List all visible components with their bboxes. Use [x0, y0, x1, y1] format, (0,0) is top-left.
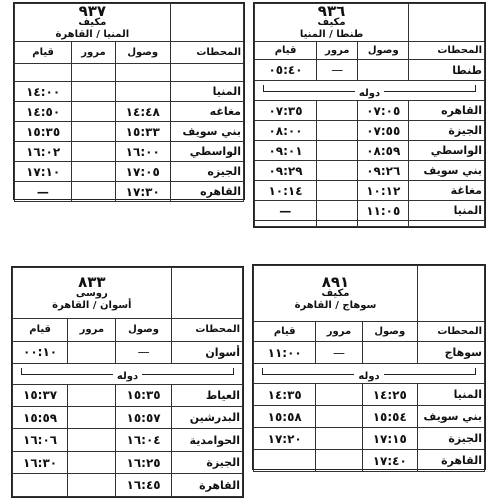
band-tick-left [21, 368, 22, 374]
band-row [13, 364, 243, 384]
train-route: المنيا / القاهرة [55, 29, 130, 40]
band-tick-right [475, 85, 476, 91]
train-route: سوهاج / القاهرة [294, 300, 377, 311]
transit-time [68, 384, 116, 406]
arrival-time: ١٥:٥٧ [116, 407, 171, 429]
departure-time: ١٤:٠٠ [15, 82, 72, 102]
band-row [255, 81, 485, 101]
table-row [254, 450, 485, 472]
train-number: ٩٣٦ [317, 3, 346, 20]
transit-time [72, 122, 116, 142]
arrival-time [358, 60, 409, 81]
train-header [13, 268, 172, 319]
table-row [13, 384, 243, 406]
band-tick-right [233, 368, 234, 374]
table-row [255, 161, 485, 181]
table-row [254, 342, 485, 364]
arrival-time: ١٥:٣٣ [115, 122, 170, 142]
table-row-empty [255, 221, 485, 227]
departure-time: ٠٠:١٠ [13, 341, 68, 363]
col-departure-header: قيام [255, 42, 317, 60]
band-label: دوله [113, 371, 142, 382]
table-row [13, 451, 243, 473]
train-type: روسى [75, 287, 108, 299]
band-cell [13, 364, 243, 384]
station-name: المنيا [409, 201, 485, 221]
arrival-time: ١٦:٤٥ [116, 474, 171, 497]
departure-time: — [255, 201, 317, 221]
station-name: الجيزة [409, 121, 485, 141]
col-station-header: المحطات [409, 42, 485, 60]
arrival-time: ١٧:٤٠ [362, 450, 417, 472]
departure-time: ١٥:٣٥ [15, 122, 72, 142]
station-name: الواسطي [170, 142, 243, 162]
table-row [255, 121, 485, 141]
table-row [15, 162, 244, 182]
timetable-grid [12, 267, 243, 497]
transit-time [317, 161, 358, 181]
departure-time: ١٥:٥٩ [13, 407, 68, 429]
transit-time [68, 474, 116, 497]
departure-time: — [15, 182, 72, 202]
table-row [254, 406, 485, 428]
timetable-936 [253, 2, 486, 228]
transit-time [316, 428, 362, 450]
table-row [13, 341, 243, 363]
header-corner-cell [417, 266, 484, 322]
col-transit-header: مرور [68, 319, 116, 341]
arrival-time: ١٧:١٥ [362, 428, 417, 450]
train-number: ٨٩١ [321, 273, 350, 291]
col-transit-header: مرور [316, 322, 362, 342]
col-transit-header: مرور [72, 42, 116, 64]
station-name: القاهرة [171, 474, 242, 497]
departure-time: ١٤:٥٠ [15, 102, 72, 122]
band-tick-right [475, 368, 476, 374]
train-type: مكيف [321, 288, 350, 299]
station-name: القاهره [409, 101, 485, 121]
station-name: سوهاج [417, 342, 484, 364]
col-station-header: المحطات [417, 322, 484, 342]
arrival-time: — [116, 341, 171, 363]
station-name: الجيزة [417, 428, 484, 450]
train-header [15, 4, 171, 42]
arrival-time: ٠٧:٥٥ [358, 121, 409, 141]
train-route: أسوان / القاهرة [52, 299, 132, 311]
table-row [15, 182, 244, 202]
departure-time: ١٦:٠٦ [13, 429, 68, 451]
transit-time: — [317, 60, 358, 81]
transit-time [72, 162, 116, 182]
col-station-header: المحطات [171, 319, 242, 341]
transit-time [316, 406, 362, 428]
station-name: القاهرة [417, 450, 484, 472]
departure-time: ١٠:١٤ [255, 181, 317, 201]
train-type: مكيف [317, 17, 346, 28]
arrival-time: ١٦:٠٠ [115, 142, 170, 162]
station-name: العياط [171, 384, 242, 406]
departure-time: ١٦:٠٢ [15, 142, 72, 162]
station-name: الجيزه [170, 162, 243, 182]
arrival-time: ١٧:٠٥ [115, 162, 170, 182]
station-name: المنيا [170, 82, 243, 102]
arrival-time: ١١:٠٥ [358, 201, 409, 221]
table-row [255, 101, 485, 121]
train-type: مكيف [78, 17, 107, 28]
col-departure-header: قيام [13, 319, 68, 341]
arrival-time: ٠٩:٢٦ [358, 161, 409, 181]
table-row [15, 82, 244, 102]
col-station-header: المحطات [170, 42, 243, 64]
timetable-grid [14, 3, 244, 202]
transit-time: — [316, 342, 362, 364]
timetable-grid [254, 3, 485, 227]
transit-time [316, 450, 362, 472]
station-name: الواسطي [409, 141, 485, 161]
departure-time: ١٤:٣٥ [254, 384, 316, 406]
transit-time [317, 141, 358, 161]
table-row [13, 407, 243, 429]
arrival-time: ١٦:٠٤ [116, 429, 171, 451]
station-name: الجيزة [171, 451, 242, 473]
arrival-time: ١٤:٢٥ [362, 384, 417, 406]
band-row [254, 364, 485, 384]
header-corner-cell [409, 4, 485, 42]
station-name: مغاغة [409, 181, 485, 201]
transit-time [317, 121, 358, 141]
arrival-time [115, 82, 170, 102]
table-row [15, 142, 244, 162]
train-header [254, 266, 418, 322]
departure-time: ١١:٠٠ [254, 342, 316, 364]
arrival-time [362, 342, 417, 364]
col-arrival-header: وصول [362, 322, 417, 342]
band-label: دوله [354, 371, 383, 382]
table-row [255, 60, 485, 81]
band-cell [255, 81, 485, 101]
train-number: ٨٣٣ [78, 272, 106, 291]
transit-time [317, 181, 358, 201]
transit-time [68, 429, 116, 451]
transit-time [72, 82, 116, 102]
arrival-time: ١٥:٥٤ [362, 406, 417, 428]
col-arrival-header: وصول [358, 42, 409, 60]
departure-time: ١٧:٢٠ [254, 428, 316, 450]
table-row [255, 141, 485, 161]
col-departure-header: قيام [254, 322, 316, 342]
table-row [15, 122, 244, 142]
station-name: أسوان [171, 341, 242, 363]
station-name: بني سويف [409, 161, 485, 181]
col-arrival-header: وصول [116, 319, 171, 341]
station-name: البدرشين [171, 407, 242, 429]
departure-time: ٠٩:٢٩ [255, 161, 317, 181]
table-row [255, 201, 485, 221]
arrival-time: ١٤:٤٨ [115, 102, 170, 122]
train-number: ٩٣٧ [78, 3, 107, 20]
band-tick-left [262, 368, 263, 374]
train-route: طنطا / المنيا [299, 29, 364, 40]
train-header [255, 4, 409, 42]
table-row [15, 102, 244, 122]
band-cell [254, 364, 485, 384]
station-name: القاهره [170, 182, 243, 202]
station-name: بني سويف [417, 406, 484, 428]
departure-time: ٠٩:٠١ [255, 141, 317, 161]
arrival-time: ١٧:٣٠ [115, 182, 170, 202]
table-row [255, 181, 485, 201]
transit-time [317, 201, 358, 221]
transit-time [72, 142, 116, 162]
arrival-time: ١٠:١٢ [358, 181, 409, 201]
timetable-833 [11, 266, 244, 498]
departure-time: ٠٧:٣٥ [255, 101, 317, 121]
departure-time [13, 474, 68, 497]
arrival-time: ١٥:٣٥ [116, 384, 171, 406]
table-row [254, 428, 485, 450]
header-corner-cell [170, 4, 243, 42]
table-row [254, 384, 485, 406]
header-corner-cell [171, 268, 242, 319]
transit-time [72, 102, 116, 122]
transit-time [68, 341, 116, 363]
arrival-time: ٠٨:٥٩ [358, 141, 409, 161]
station-name: الحوامدية [171, 429, 242, 451]
timetable-891 [252, 264, 486, 470]
departure-time: ١٦:٣٠ [13, 451, 68, 473]
departure-time: ٠٥:٤٠ [255, 60, 317, 81]
arrival-time: ١٦:٢٥ [116, 451, 171, 473]
timetable-grid [253, 265, 485, 472]
transit-time [68, 407, 116, 429]
transit-time [68, 451, 116, 473]
band-tick-left [263, 85, 264, 91]
station-name: مغاغه [170, 102, 243, 122]
table-row [13, 474, 243, 497]
transit-time [316, 384, 362, 406]
departure-time [254, 450, 316, 472]
station-name: بني سويف [170, 122, 243, 142]
transit-time [317, 101, 358, 121]
departure-time: ١٥:٥٨ [254, 406, 316, 428]
station-name: المنيا [417, 384, 484, 406]
timetable-937 [13, 2, 245, 200]
table-row [13, 429, 243, 451]
departure-time: ٠٨:٠٠ [255, 121, 317, 141]
col-transit-header: مرور [317, 42, 358, 60]
band-label: دوله [355, 88, 384, 99]
col-arrival-header: وصول [115, 42, 170, 64]
station-name: طنطا [409, 60, 485, 81]
arrival-time: ٠٧:٠٥ [358, 101, 409, 121]
departure-time: ١٥:٣٧ [13, 384, 68, 406]
table-row-empty [15, 64, 244, 82]
departure-time: ١٧:١٠ [15, 162, 72, 182]
col-departure-header: قيام [15, 42, 72, 64]
transit-time [72, 182, 116, 202]
